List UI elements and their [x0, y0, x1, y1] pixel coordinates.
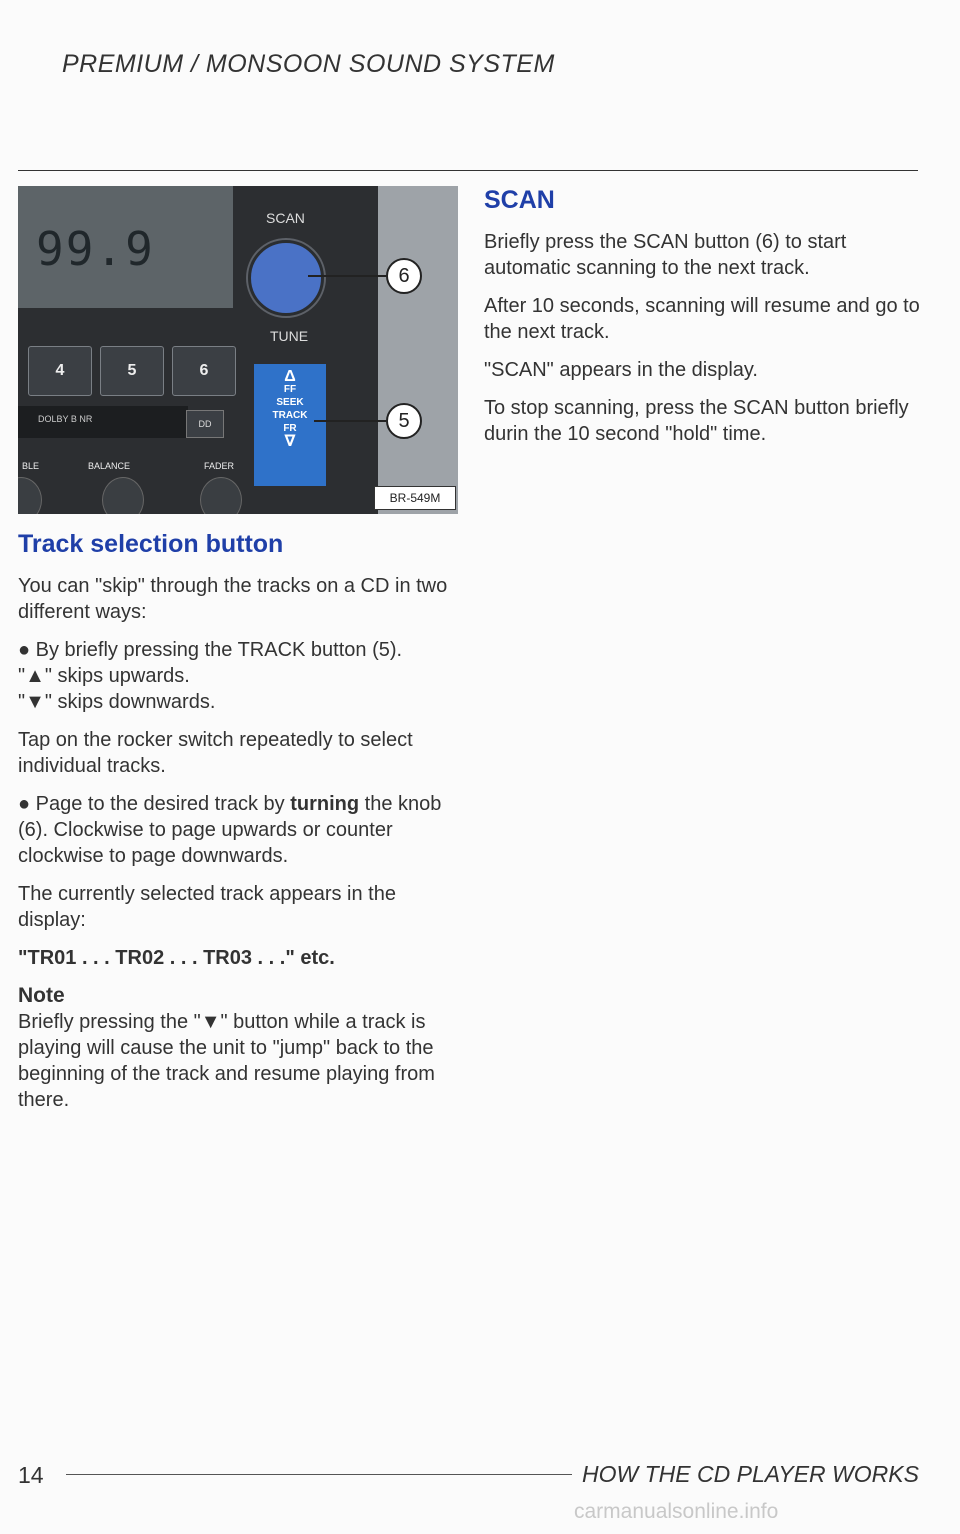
track-panel-track: TRACK	[272, 410, 308, 421]
track-sequence: "TR01 . . . TR02 . . . TR03 . . ." etc.	[18, 947, 335, 969]
bass-knob	[18, 477, 42, 514]
scan-p2: After 10 seconds, scanning will resume and go to the next track.	[484, 295, 920, 343]
callout-6-leader	[308, 275, 386, 277]
note-text: Briefly pressing the "▼" button while a track is playing will cause the unit to "jump" back to the beginning of the track and resume playing from there.	[18, 1011, 435, 1111]
scan-knob	[248, 240, 324, 316]
stereo-illustration	[18, 186, 458, 514]
note-title: Note	[18, 984, 65, 1007]
fader-knob	[200, 477, 242, 514]
knob-label-ble: BLE	[22, 461, 40, 471]
scan-section	[484, 186, 924, 459]
bullet-turning-pre: ● Page to the desired track by	[18, 793, 291, 815]
track-up-arrow: Δ	[284, 368, 296, 385]
cassette-slot	[18, 406, 188, 438]
scan-p3: "SCAN" appears in the display.	[484, 359, 758, 381]
footer-title: HOW THE CD PLAYER WORKS	[582, 1461, 919, 1487]
skip-down-text: "▼" skips downwards.	[18, 691, 216, 713]
bullet-turning-bold: turning	[290, 793, 360, 815]
track-panel-seek: SEEK	[276, 397, 304, 408]
track-selection-intro: You can "skip" through the tracks on a CD in two different ways:	[18, 575, 448, 623]
display-value: 99.9	[36, 222, 155, 276]
header-divider	[18, 170, 918, 171]
page-header-title: PREMIUM / MONSOON SOUND SYSTEM	[62, 50, 555, 78]
dd-button: DD	[186, 410, 224, 438]
radio-display	[18, 186, 233, 308]
track-panel-fr: FR	[283, 423, 297, 434]
track-selection-section	[18, 530, 458, 1125]
side-panel	[378, 186, 458, 514]
callout-5-leader	[314, 420, 386, 422]
tune-label: TUNE	[270, 328, 309, 344]
track-rocker-switch	[254, 364, 326, 486]
watermark: carmanualsonline.info	[574, 1500, 779, 1523]
scan-p1: Briefly press the SCAN button (6) to start automatic scanning to the next track.	[484, 231, 847, 279]
bullet-turning-post: the knob (6). Clockwise to page upwards or counter clockwise to page downwards.	[18, 793, 442, 867]
scan-heading: SCAN	[484, 186, 555, 214]
image-code: BR-549M	[374, 486, 456, 510]
knob-label-balance: BALANCE	[88, 461, 131, 471]
rocker-switch-text: Tap on the rocker switch repeatedly to select individual tracks.	[18, 729, 413, 777]
bullet-turning-knob	[18, 791, 458, 869]
preset-button-4: 4	[28, 346, 92, 396]
balance-knob	[102, 477, 144, 514]
preset-button-6: 6	[172, 346, 236, 396]
scan-p4: To stop scanning, press the SCAN button briefly durin the 10 second "hold" time.	[484, 397, 909, 445]
track-down-arrow: ∇	[284, 433, 296, 450]
preset-button-5: 5	[100, 346, 164, 396]
page-number: 14	[18, 1462, 44, 1488]
display-explanation: The currently selected track appears in the display:	[18, 883, 396, 931]
callout-5: 5	[386, 403, 422, 439]
scan-label: SCAN	[266, 210, 305, 226]
cassette-label: DOLBY B NR	[38, 414, 93, 424]
skip-up-text: "▲" skips upwards.	[18, 665, 190, 687]
knob-label-fader: FADER	[204, 461, 235, 471]
footer-divider	[66, 1474, 572, 1475]
track-selection-heading: Track selection button	[18, 530, 284, 558]
bullet-track-button: ● By briefly pressing the TRACK button (5).	[18, 639, 403, 661]
callout-6: 6	[386, 258, 422, 294]
track-panel-ff: FF	[283, 384, 297, 395]
